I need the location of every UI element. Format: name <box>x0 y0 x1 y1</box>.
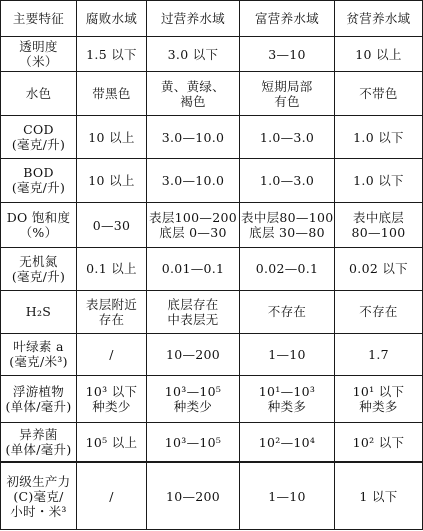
value-cell-hypertrophic <box>147 37 240 72</box>
cell-text: 1.5 以下 <box>86 46 137 62</box>
value-cell-oligotrophic <box>335 423 423 462</box>
cell-text: 0.01—0.1 <box>161 261 225 277</box>
value-cell-oligotrophic <box>335 116 423 158</box>
cell-text: 种类少 <box>173 399 213 415</box>
cell-text: 1—10 <box>268 346 306 362</box>
cell-text: 不存在 <box>267 304 307 320</box>
value-cell-eutrophic <box>240 37 335 72</box>
value-cell-septic <box>77 37 147 72</box>
cell-text: 10³—10⁵ <box>164 434 222 450</box>
cell-text: 3—10 <box>268 46 306 62</box>
cell-text: 短期局部 <box>261 78 313 94</box>
header-septic: 腐败水域 <box>77 1 147 37</box>
feature-label: 初级生产力 <box>6 473 71 489</box>
feature-cell <box>1 116 77 158</box>
feature-label: 浮游植物 <box>12 384 65 400</box>
value-cell-oligotrophic <box>335 290 423 333</box>
table-body <box>1 37 423 530</box>
table-row <box>1 423 423 462</box>
table-row <box>1 72 423 116</box>
cell-text: 表层100—200 <box>149 210 237 226</box>
feature-label: H₂S <box>25 304 52 320</box>
cell-text: 种类少 <box>92 399 131 415</box>
cell-text: 存在 <box>98 311 125 327</box>
feature-cell <box>1 72 77 116</box>
value-cell-septic <box>77 72 147 116</box>
feature-cell <box>1 376 77 423</box>
value-cell-oligotrophic <box>335 37 423 72</box>
header-feature: 主要特征 <box>1 1 77 37</box>
table-row <box>1 376 423 423</box>
cell-text: 褐色 <box>180 93 206 109</box>
value-cell-oligotrophic <box>335 72 423 116</box>
value-cell-hypertrophic <box>147 333 240 375</box>
feature-label: 小时・米³ <box>10 503 67 519</box>
cell-text: 黄、黄绿、 <box>160 78 225 94</box>
cell-text: 3.0—10.0 <box>161 129 225 145</box>
value-cell-septic <box>77 248 147 290</box>
value-cell-eutrophic <box>240 462 335 529</box>
value-cell-eutrophic <box>240 423 335 462</box>
value-cell-septic <box>77 462 147 529</box>
feature-label: 异养菌 <box>19 427 58 443</box>
table-row <box>1 290 423 333</box>
cell-text: 1.7 <box>368 346 389 362</box>
feature-label: BOD <box>23 165 54 181</box>
feature-label: 无机氮 <box>19 253 58 269</box>
value-cell-septic <box>77 333 147 375</box>
value-cell-eutrophic <box>240 202 335 247</box>
cell-text: 0.1 以上 <box>86 261 137 277</box>
feature-cell <box>1 462 77 529</box>
table-row <box>1 158 423 202</box>
cell-text: 中表层无 <box>167 311 219 327</box>
value-cell-oligotrophic <box>335 248 423 290</box>
value-cell-oligotrophic <box>335 462 423 529</box>
cell-text: 10 以上 <box>355 46 402 62</box>
header-eutrophic: 富营养水域 <box>240 1 335 37</box>
cell-text: 0.02 以下 <box>349 261 408 277</box>
feature-label: (单体/毫升) <box>5 442 72 458</box>
feature-cell <box>1 202 77 247</box>
cell-text: 80—100 <box>351 225 406 241</box>
value-cell-eutrophic <box>240 248 335 290</box>
feature-label: (毫克/米³) <box>9 354 68 370</box>
cell-text: 表层附近 <box>85 296 138 312</box>
header-hypertrophic: 过营养水域 <box>147 1 240 37</box>
feature-label: (毫克/升) <box>11 137 66 153</box>
cell-text: / <box>109 346 114 362</box>
cell-text: 0.02—0.1 <box>255 261 319 277</box>
feature-label: COD <box>23 122 54 138</box>
value-cell-septic <box>77 158 147 202</box>
cell-text: 带黑色 <box>92 86 131 102</box>
feature-label: (毫克/升) <box>11 268 66 284</box>
value-cell-septic <box>77 423 147 462</box>
feature-cell <box>1 37 77 72</box>
value-cell-hypertrophic <box>147 290 240 333</box>
value-cell-oligotrophic <box>335 202 423 247</box>
value-cell-oligotrophic <box>335 333 423 375</box>
cell-text: 表中层80—100 <box>241 210 334 226</box>
cell-text: 3.0 以下 <box>167 46 219 62</box>
table-row <box>1 462 423 529</box>
cell-text: 1.0—3.0 <box>259 129 315 145</box>
value-cell-septic <box>77 202 147 247</box>
value-cell-oligotrophic <box>335 158 423 202</box>
value-cell-hypertrophic <box>147 116 240 158</box>
table-row <box>1 333 423 375</box>
table-row <box>1 202 423 247</box>
cell-text: 10²—10⁴ <box>258 434 316 450</box>
cell-text: 1.0 以下 <box>353 129 404 145</box>
feature-label: (单体/毫升) <box>5 399 72 415</box>
cell-text: 10—200 <box>165 346 221 362</box>
cell-text: 1—10 <box>268 488 306 504</box>
value-cell-eutrophic <box>240 333 335 375</box>
cell-text: 10³—10⁵ <box>164 384 222 400</box>
cell-text: 表中底层 <box>352 210 405 226</box>
table-row <box>1 37 423 72</box>
feature-label: （米） <box>19 54 58 70</box>
cell-text: 10² 以下 <box>352 434 405 450</box>
cell-text: 有色 <box>274 93 300 109</box>
cell-text: 不带色 <box>359 86 398 102</box>
cell-text: 10⁵ 以上 <box>85 434 138 450</box>
header-row <box>1 1 423 37</box>
value-cell-hypertrophic <box>147 423 240 462</box>
cell-text: 0—30 <box>92 217 131 233</box>
value-cell-hypertrophic <box>147 158 240 202</box>
table-row <box>1 248 423 290</box>
value-cell-hypertrophic <box>147 202 240 247</box>
cell-text: 3.0—10.0 <box>161 172 225 188</box>
cell-text: 1.0—3.0 <box>259 172 315 188</box>
feature-label: （%） <box>19 225 58 241</box>
value-cell-oligotrophic <box>335 376 423 423</box>
value-cell-eutrophic <box>240 290 335 333</box>
cell-text: 底层 30—80 <box>249 225 325 241</box>
feature-cell <box>1 333 77 375</box>
feature-label: (毫克/升) <box>11 180 66 196</box>
value-cell-eutrophic <box>240 376 335 423</box>
cell-text: 1 以下 <box>359 488 398 504</box>
value-cell-eutrophic <box>240 116 335 158</box>
feature-label: DO 饱和度 <box>6 210 71 226</box>
value-cell-eutrophic <box>240 158 335 202</box>
feature-cell <box>1 290 77 333</box>
cell-text: 10 以上 <box>88 172 135 188</box>
value-cell-hypertrophic <box>147 462 240 529</box>
feature-cell <box>1 248 77 290</box>
cell-text: 1.0 以下 <box>353 172 404 188</box>
value-cell-septic <box>77 290 147 333</box>
value-cell-hypertrophic <box>147 72 240 116</box>
cell-text: / <box>109 488 114 504</box>
feature-label: (C)毫克/ <box>13 488 64 504</box>
cell-text: 种类多 <box>267 399 307 415</box>
feature-label: 透明度 <box>19 39 58 55</box>
header-oligotrophic: 贫营养水域 <box>335 1 423 37</box>
cell-text: 种类多 <box>359 399 398 415</box>
feature-cell <box>1 158 77 202</box>
cell-text: 10¹ 以下 <box>352 384 405 400</box>
value-cell-eutrophic <box>240 72 335 116</box>
cell-text: 不存在 <box>359 304 398 320</box>
cell-text: 底层 0—30 <box>159 225 227 241</box>
cell-text: 10—200 <box>165 488 221 504</box>
cell-text: 10³ 以下 <box>85 384 138 400</box>
feature-label: 叶绿素 a <box>13 339 64 355</box>
value-cell-septic <box>77 376 147 423</box>
feature-label: 水色 <box>25 86 52 102</box>
table-row <box>1 116 423 158</box>
value-cell-hypertrophic <box>147 376 240 423</box>
cell-text: 底层存在 <box>167 296 219 312</box>
value-cell-septic <box>77 116 147 158</box>
cell-text: 10 以上 <box>88 129 135 145</box>
cell-text: 10¹—10³ <box>258 384 316 400</box>
value-cell-hypertrophic <box>147 248 240 290</box>
feature-cell <box>1 423 77 462</box>
